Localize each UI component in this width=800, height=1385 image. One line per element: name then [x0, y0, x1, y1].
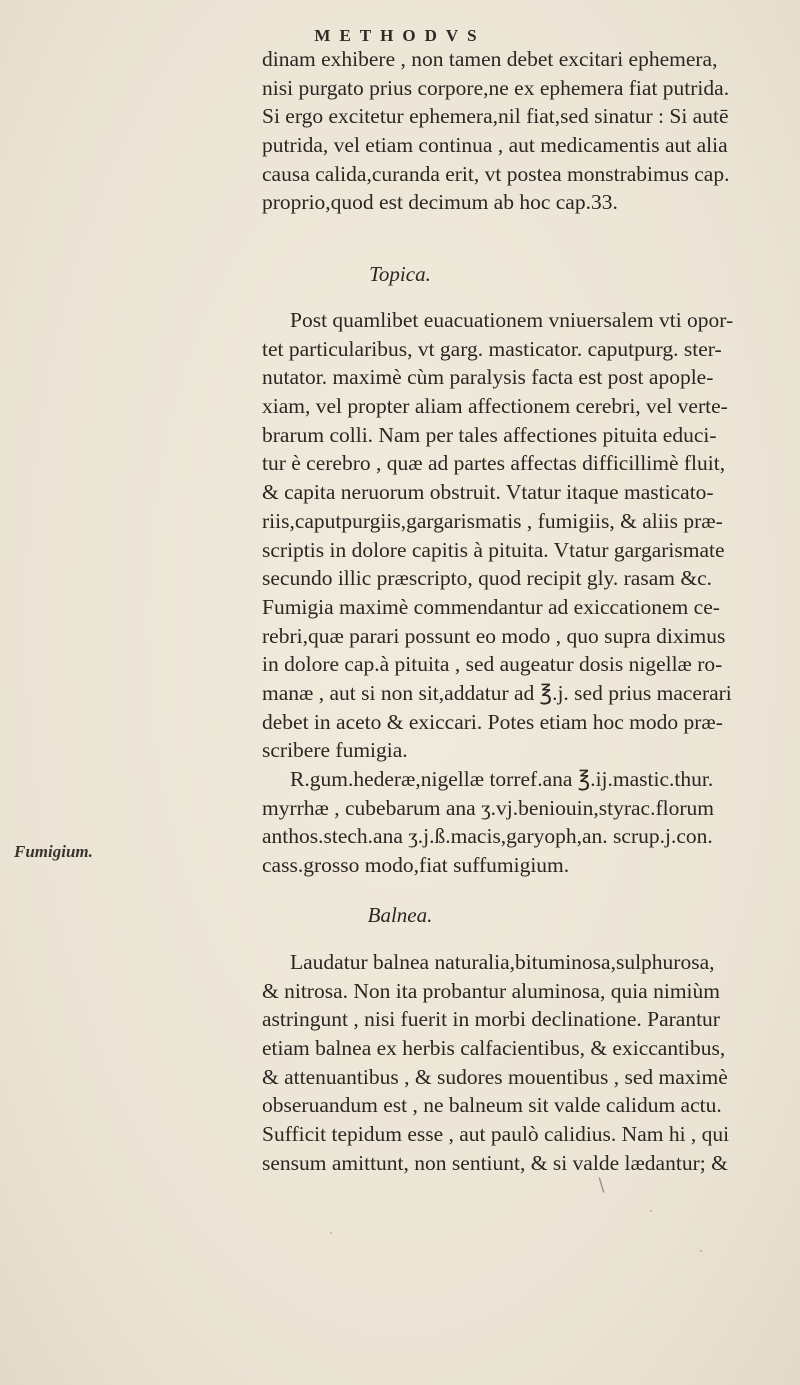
text-line: Sufficit tepidum esse , aut paulò calidius. Nam hi , qui [262, 1122, 730, 1147]
text-line: nisi purgato prius corpore,ne ex ephemera fiat putrida. [262, 75, 730, 100]
stray-mark: ∖ [595, 1175, 607, 1195]
text-line: tet particularibus, vt garg. masticator. caputpurg. ster- [262, 336, 722, 361]
speck [700, 1250, 702, 1252]
text-line: debet in aceto & exiccari. Potes etiam hoc modo præ- [262, 709, 723, 734]
text-line: & attenuantibus , & sudores mouentibus , sed maximè [262, 1064, 728, 1089]
text-line: R.gum.hederæ,nigellæ torref.ana ℥.ij.mastic.thur. [290, 767, 714, 791]
text-line: astringunt , nisi fuerit in morbi declinatione. Parantur [262, 1007, 720, 1032]
text-line: Fumigia maximè commendantur ad exiccationem ce- [262, 594, 720, 619]
text-line: & nitrosa. Non ita probantur aluminosa, quia nimiùm [262, 978, 720, 1003]
text-line: & capita neruorum obstruit. Vtatur itaque masticato- [262, 480, 714, 505]
paragraph-topica [262, 306, 792, 880]
text-line: nutator. maximè cùm paralysis facta est post apople- [262, 365, 714, 390]
speck [330, 1232, 332, 1234]
text-line: sensum amittunt, non sentiunt, & si valde lædantur; & [262, 1150, 728, 1175]
text-line: xiam, vel propter aliam affectionem cerebri, vel verte- [262, 394, 728, 419]
text-line: rebri,quæ parari possunt eo modo , quo supra diximus [262, 623, 726, 648]
text-line: putrida, vel etiam continua , aut medicamentis aut alia [262, 133, 728, 158]
text-line: myrrhæ , cubebarum ana ʒ.vj.beniouin,styrac.florum [262, 795, 714, 820]
text-line: manæ , aut si non sit,addatur ad ℥.j. sed prius macerari [262, 680, 732, 705]
speck [650, 1210, 652, 1212]
margin-note-fumigium: Fumigium. [14, 842, 93, 861]
text-line: Post quamlibet euacuationem vniuersalem vti opor- [290, 308, 734, 332]
text-line: Si ergo excitetur ephemera,nil fiat,sed sinatur : Si autē [262, 104, 729, 129]
running-header: METHODVS [314, 26, 486, 45]
text-line: tur è cerebro , quæ ad partes affectas difficillimè fluit, [262, 451, 726, 476]
text-line: in dolore cap.à pituita , sed augeatur dosis nigellæ ro- [262, 652, 723, 677]
section-heading-balnea: Balnea. [367, 903, 433, 927]
text-line: secundo illic præscripto, quod recipit gly. rasam &c. [262, 566, 712, 591]
text-line: causa calida,curanda erit, vt postea monstrabimus cap. [262, 161, 730, 186]
text-line: dinam exhibere , non tamen debet excitari ephemera, [262, 47, 718, 71]
text-line: scribere fumigia. [262, 738, 408, 763]
text-line: Laudatur balnea naturalia,bituminosa,sulphurosa, [290, 950, 715, 974]
section-heading-topica: Topica. [369, 262, 431, 286]
text-line: riis,caputpurgiis,gargarismatis , fumigiis, & aliis præ- [262, 508, 723, 533]
text-line: cass.grosso modo,fiat suffumigium. [262, 853, 570, 878]
text-line: anthos.stech.ana ʒ.j.ß.macis,garyoph,an. scrup.j.con. [262, 824, 713, 849]
text-line: etiam balnea ex herbis calfacientibus, & exiccantibus, [262, 1036, 726, 1061]
text-line: proprio,quod est decimum ab hoc cap.33. [262, 190, 618, 215]
paragraph-balnea [262, 948, 792, 1178]
text-line: obseruandum est , ne balneum sit valde calidum actu. [262, 1093, 722, 1118]
text-line: brarum colli. Nam per tales affectiones pituita educi- [262, 422, 717, 447]
text-line: scriptis in dolore capitis à pituita. Vtatur gargarismate [262, 537, 725, 562]
paragraph-continuation [262, 45, 792, 217]
